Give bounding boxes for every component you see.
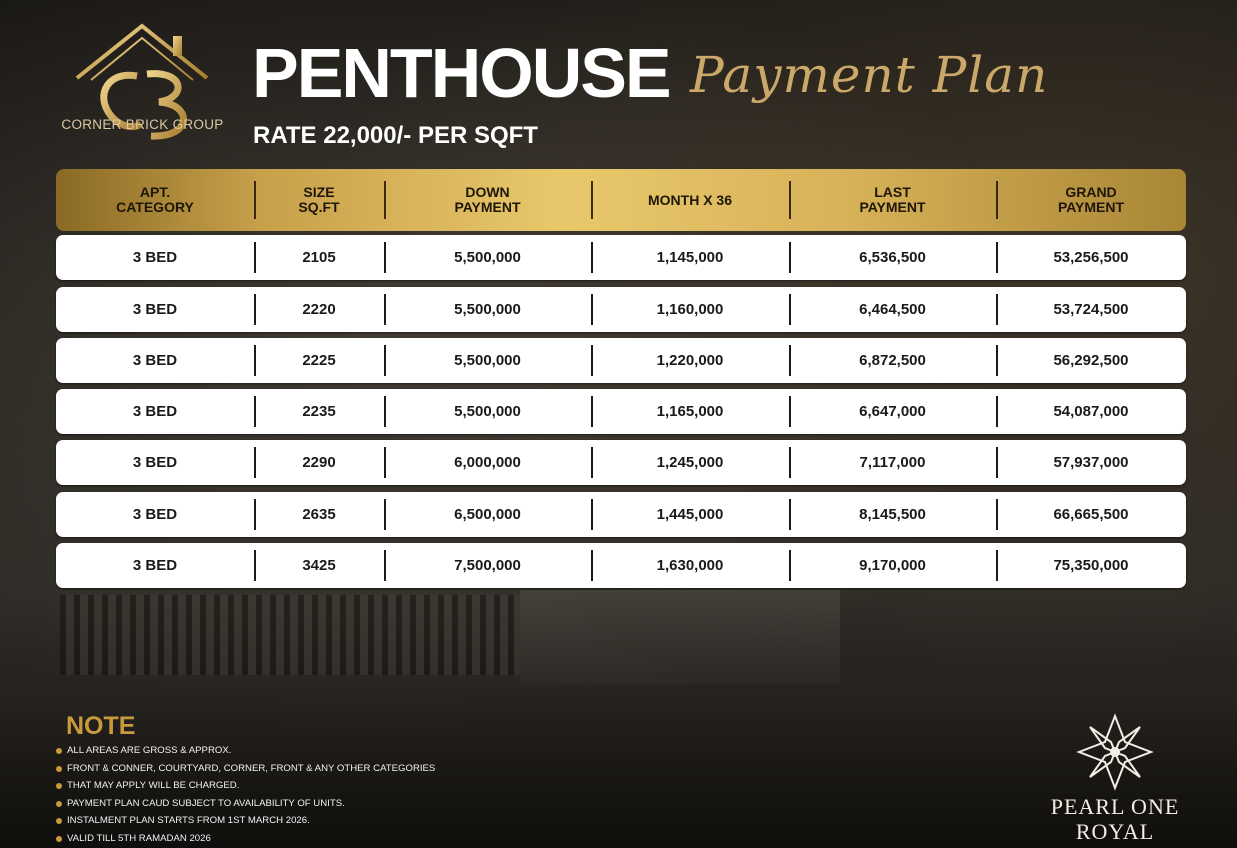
cell-last-payment: 6,872,500 bbox=[789, 338, 996, 383]
cell-last-payment: 6,536,500 bbox=[789, 235, 996, 280]
header-down-payment: DOWN PAYMENT bbox=[384, 169, 591, 231]
pearl-one-royal-logo bbox=[1040, 712, 1190, 848]
partner-name: PEARL ONE ROYAL bbox=[1050, 794, 1180, 844]
note-item: THAT MAY APPLY WILL BE CHARGED. bbox=[56, 777, 476, 795]
table-row bbox=[56, 389, 1186, 434]
cell-monthly: 1,630,000 bbox=[591, 543, 789, 588]
cell-size: 2105 bbox=[254, 235, 384, 280]
cell-down-payment: 7,500,000 bbox=[384, 543, 591, 588]
cell-monthly: 1,220,000 bbox=[591, 338, 789, 383]
cell-monthly: 1,165,000 bbox=[591, 389, 789, 434]
note-item: VALID TILL 5TH RAMADAN 2026 bbox=[56, 830, 476, 848]
cell-grand-payment: 53,724,500 bbox=[996, 287, 1186, 332]
header-grand-payment: GRAND PAYMENT bbox=[996, 169, 1186, 231]
cell-grand-payment: 56,292,500 bbox=[996, 338, 1186, 383]
cell-grand-payment: 57,937,000 bbox=[996, 440, 1186, 485]
cell-category: 3 BED bbox=[132, 301, 178, 318]
notes-list bbox=[56, 742, 476, 847]
header-monthly: MONTH X 36 bbox=[591, 169, 789, 231]
corner-brick-logo bbox=[55, 20, 230, 165]
page-title: PENTHOUSE bbox=[252, 34, 670, 112]
table-row bbox=[56, 287, 1186, 332]
cell-down-payment: 5,500,000 bbox=[384, 338, 591, 383]
cell-last-payment: 8,145,500 bbox=[789, 492, 996, 537]
cell-size: 2290 bbox=[254, 440, 384, 485]
cell-size: 2220 bbox=[254, 287, 384, 332]
header-size: SIZE SQ.FT bbox=[254, 169, 384, 231]
cell-last-payment: 7,117,000 bbox=[789, 440, 996, 485]
table-row bbox=[56, 543, 1186, 588]
cell-category: 3 BED bbox=[132, 352, 178, 369]
cell-size: 2235 bbox=[254, 389, 384, 434]
note-item: INSTALMENT PLAN STARTS FROM 1ST MARCH 2026. bbox=[56, 812, 476, 830]
background-slats bbox=[60, 595, 520, 675]
table-row bbox=[56, 492, 1186, 537]
background-reception-desk bbox=[520, 590, 840, 685]
cell-category: 3 BED bbox=[132, 249, 178, 266]
note-item: ALL AREAS ARE GROSS & APPROX. bbox=[56, 742, 476, 760]
cell-grand-payment: 53,256,500 bbox=[996, 235, 1186, 280]
cell-down-payment: 6,000,000 bbox=[384, 440, 591, 485]
cell-grand-payment: 66,665,500 bbox=[996, 492, 1186, 537]
cell-down-payment: 5,500,000 bbox=[384, 235, 591, 280]
cell-monthly: 1,145,000 bbox=[591, 235, 789, 280]
cell-grand-payment: 54,087,000 bbox=[996, 389, 1186, 434]
cell-monthly: 1,245,000 bbox=[591, 440, 789, 485]
cell-last-payment: 6,647,000 bbox=[789, 389, 996, 434]
cell-category: 3 BED bbox=[132, 454, 178, 471]
table-row bbox=[56, 235, 1186, 280]
house-roof-icon bbox=[55, 20, 230, 165]
rate-label: RATE 22,000/- PER SQFT bbox=[253, 122, 538, 149]
script-subtitle: Payment Plan bbox=[690, 46, 1049, 104]
brand-name: CORNER BRICK GROUP bbox=[61, 117, 224, 132]
note-item: FRONT & CONNER, COURTYARD, CORNER, FRONT & ANY OTHER CATEGORIES bbox=[56, 760, 476, 778]
cell-last-payment: 6,464,500 bbox=[789, 287, 996, 332]
cell-down-payment: 5,500,000 bbox=[384, 389, 591, 434]
cell-grand-payment: 75,350,000 bbox=[996, 543, 1186, 588]
table-row bbox=[56, 338, 1186, 383]
cell-monthly: 1,160,000 bbox=[591, 287, 789, 332]
cell-category: 3 BED bbox=[132, 506, 178, 523]
cell-category: 3 BED bbox=[132, 403, 178, 420]
cell-down-payment: 6,500,000 bbox=[384, 492, 591, 537]
header-last-payment: LAST PAYMENT bbox=[789, 169, 996, 231]
table-row bbox=[56, 440, 1186, 485]
cell-down-payment: 5,500,000 bbox=[384, 287, 591, 332]
header-category: APT. CATEGORY bbox=[116, 184, 194, 215]
cell-monthly: 1,445,000 bbox=[591, 492, 789, 537]
cell-size: 2225 bbox=[254, 338, 384, 383]
cell-size: 3425 bbox=[254, 543, 384, 588]
cell-category: 3 BED bbox=[132, 557, 178, 574]
cell-last-payment: 9,170,000 bbox=[789, 543, 996, 588]
table-header bbox=[56, 169, 1186, 231]
note-item: PAYMENT PLAN CAUD SUBJECT TO AVAILABILITY OF UNITS. bbox=[56, 795, 476, 813]
notes-title: NOTE bbox=[66, 712, 136, 740]
cell-size: 2635 bbox=[254, 492, 384, 537]
star-flower-icon bbox=[1040, 712, 1190, 792]
